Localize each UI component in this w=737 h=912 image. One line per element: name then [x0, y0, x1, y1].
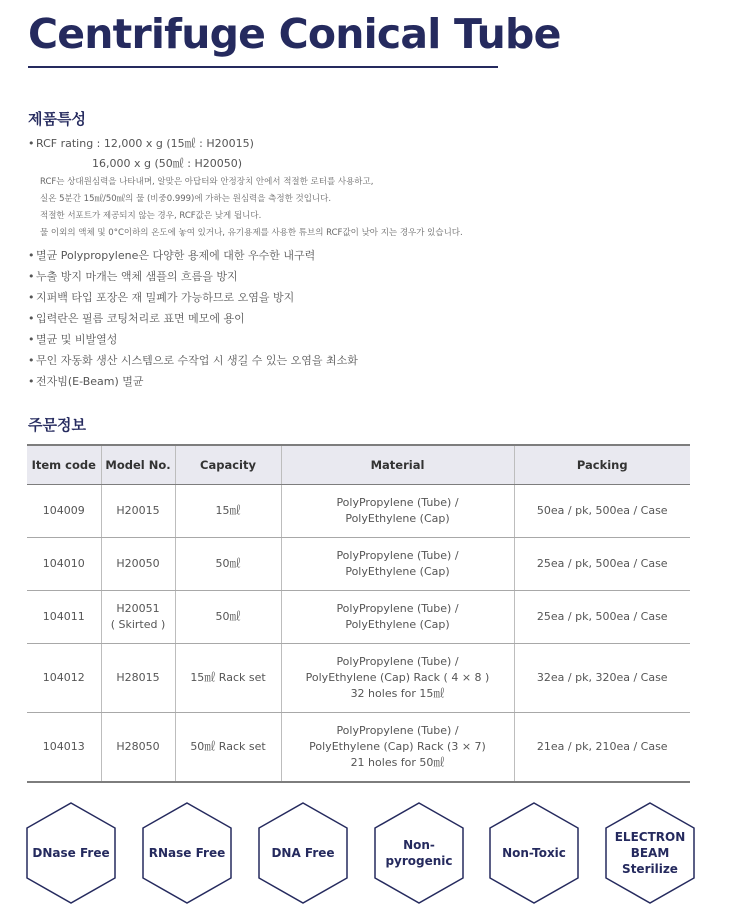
table-cell: PolyPropylene (Tube) / PolyEthylene (Cap) Rack ( 4 × 8 ) 32 holes for 15㎖ — [281, 644, 514, 713]
table-cell: 25ea / pk, 500ea / Case — [514, 538, 690, 591]
table-cell: 50㎖ — [175, 538, 281, 591]
table-row — [27, 485, 690, 538]
certification-badges — [25, 802, 715, 904]
rcf-rating-line: • RCF rating : 12,000 x g (15㎖ : H20015) — [28, 137, 254, 150]
rcf-note: 실온 5분간 15㎖/50㎖의 물 (비중0.999)에 가하는 원심력을 측정한 것입니다. — [40, 194, 332, 204]
table-cell: H20015 — [101, 485, 175, 538]
feature-item: • 무인 자동화 생산 시스템으로 수작업 시 생길 수 있는 오염을 최소화 — [28, 354, 358, 367]
table-cell: H20051 ( Skirted ) — [101, 591, 175, 644]
table-cell: 50ea / pk, 500ea / Case — [514, 485, 690, 538]
table-cell: 104013 — [27, 713, 101, 782]
table-cell: 104010 — [27, 538, 101, 591]
title-underline — [28, 66, 498, 68]
rcf-note: RCF는 상대원심력을 나타내며, 알맞은 아답터와 안정장치 안에서 적절한 로터를 사용하고, — [40, 177, 374, 187]
feature-item: • 지퍼백 타입 포장은 재 밀폐가 가능하므로 오염을 방지 — [28, 291, 295, 304]
feature-text: 전자빔(E-Beam) 멸균 — [36, 375, 144, 388]
badge-label: RNase Free — [148, 846, 226, 860]
badge-hexagon — [257, 802, 349, 904]
features-heading: 제품특성 — [28, 110, 86, 128]
feature-text: 누출 방지 마개는 액체 샘플의 흐름을 방지 — [36, 270, 238, 283]
badge-label: ELECTRON BEAM Sterilize — [614, 830, 686, 876]
table-cell: 15㎖ Rack set — [175, 644, 281, 713]
table-row — [27, 644, 690, 713]
feature-item: • 전자빔(E-Beam) 멸균 — [28, 375, 144, 388]
table-cell: H28050 — [101, 713, 175, 782]
badge-label: Non-pyrogenic — [385, 838, 453, 868]
feature-text: 멸균 및 비발열성 — [36, 333, 118, 346]
column-header: Model No. — [101, 445, 175, 485]
column-header: Material — [281, 445, 514, 485]
badge-hexagon — [604, 802, 696, 904]
feature-text: 지퍼백 타입 포장은 재 밀폐가 가능하므로 오염을 방지 — [36, 291, 295, 304]
table-cell: 25ea / pk, 500ea / Case — [514, 591, 690, 644]
feature-text: 멸균 Polypropylene은 다양한 용제에 대한 우수한 내구력 — [36, 249, 316, 262]
table-cell: 32ea / pk, 320ea / Case — [514, 644, 690, 713]
table-cell: PolyPropylene (Tube) / PolyEthylene (Cap) — [281, 538, 514, 591]
feature-item: • 누출 방지 마개는 액체 샘플의 흐름을 방지 — [28, 270, 238, 283]
column-header: Capacity — [175, 445, 281, 485]
table-cell: H28015 — [101, 644, 175, 713]
feature-item: • 입력란은 필름 코팅처리로 표면 메모에 용이 — [28, 312, 245, 325]
badge-hexagon — [141, 802, 233, 904]
column-header: Packing — [514, 445, 690, 485]
table-cell: PolyPropylene (Tube) / PolyEthylene (Cap) — [281, 485, 514, 538]
order-table — [27, 444, 690, 783]
rcf-note: 적절한 서포트가 제공되지 않는 경우, RCF값은 낮게 됩니다. — [40, 211, 262, 221]
feature-item: • 멸균 Polypropylene은 다양한 용제에 대한 우수한 내구력 — [28, 249, 316, 262]
table-cell: 21ea / pk, 210ea / Case — [514, 713, 690, 782]
table-cell: 50㎖ — [175, 591, 281, 644]
badge-hexagon — [488, 802, 580, 904]
feature-text: 무인 자동화 생산 시스템으로 수작업 시 생길 수 있는 오염을 최소화 — [36, 354, 358, 367]
table-cell: PolyPropylene (Tube) / PolyEthylene (Cap) — [281, 591, 514, 644]
rcf-line-1: RCF rating : 12,000 x g (15㎖ : H20015) — [36, 137, 254, 150]
table-cell: 15㎖ — [175, 485, 281, 538]
table-row — [27, 591, 690, 644]
table-cell: 104012 — [27, 644, 101, 713]
table-cell: 50㎖ Rack set — [175, 713, 281, 782]
badge-label: DNA Free — [271, 846, 335, 860]
badge-hexagon — [373, 802, 465, 904]
table-cell: 104009 — [27, 485, 101, 538]
table-cell: PolyPropylene (Tube) / PolyEthylene (Cap) Rack (3 × 7) 21 holes for 50㎖ — [281, 713, 514, 782]
feature-item: • 멸균 및 비발열성 — [28, 333, 118, 346]
table-row — [27, 713, 690, 782]
rcf-line-2: 16,000 x g (50㎖ : H20050) — [92, 157, 243, 170]
badge-label: DNase Free — [32, 846, 110, 860]
badge-label: Non-Toxic — [502, 846, 566, 860]
table-cell: 104011 — [27, 591, 101, 644]
table-cell: H20050 — [101, 538, 175, 591]
table-header-row — [27, 445, 690, 485]
badge-hexagon — [25, 802, 117, 904]
order-heading: 주문정보 — [28, 416, 86, 434]
feature-text: 입력란은 필름 코팅처리로 표면 메모에 용이 — [36, 312, 245, 325]
page-title: Centrifuge Conical Tube — [28, 10, 561, 58]
table-row — [27, 538, 690, 591]
rcf-note: 물 이외의 액체 및 0°C이하의 온도에 놓여 있거나, 유기용제를 사용한 튜브의 RCF값이 낮아 지는 경우가 있습니다. — [40, 228, 463, 238]
column-header: Item code — [27, 445, 101, 485]
